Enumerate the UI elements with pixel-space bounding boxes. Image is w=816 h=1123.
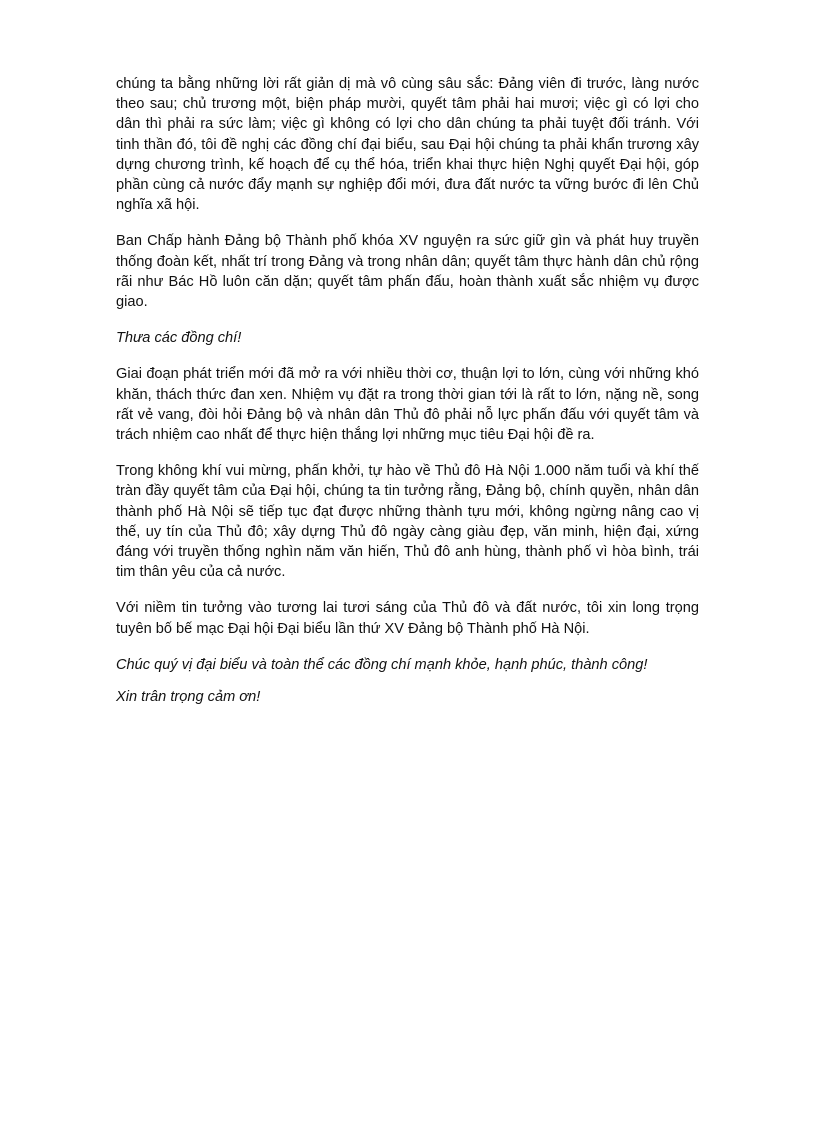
salutation: Thưa các đồng chí! bbox=[116, 330, 242, 347]
document-page bbox=[116, 74, 699, 723]
paragraph-closing-declaration: Với niềm tin tưởng vào tương lai tươi sáng của Thủ đô và đất nước, tôi xin long trọng tuyên bố bế mạc Đại hội Đại biểu lần thứ XV Đảng bộ Thành phố Hà Nội. bbox=[116, 600, 699, 637]
closing-wishes: Chúc quý vị đại biểu và toàn thể các đồng chí mạnh khỏe, hạnh phúc, thành công! bbox=[116, 656, 648, 673]
paragraph-closing-teaching: chúng ta bằng những lời rất giản dị mà vô cùng sâu sắc: Đảng viên đi trước, làng nước theo sau; chủ trương một, biện pháp mười, quyết tâm phải hai mươi; việc gì có lợi cho dân thì phải ra sức làm; việc gì không có lợi cho dân chúng ta phải tuyệt đối tránh. Với tinh thần đó, tôi đề nghị các đồng chí đại biểu, sau Đại hội chúng ta phải khẩn trương xây dựng chương trình, kế hoạch để cụ thể hóa, triển khai thực hiện Nghị quyết Đại hội, góp phần cùng cả nước đẩy mạnh sự nghiệp đổi mới, đưa đất nước ta vững bước đi lên Chủ nghĩa xã hội. bbox=[116, 76, 699, 214]
paragraph-executive-committee-pledge: Ban Chấp hành Đảng bộ Thành phố khóa XV nguyện ra sức giữ gìn và phát huy truyền thống đoàn kết, nhất trí trong Đảng và trong nhân dân; quyết tâm thực hành dân chủ rộng rãi như Bác Hồ luôn căn dặn; quyết tâm phấn đấu, hoàn thành xuất sắc nhiệm vụ được giao. bbox=[116, 233, 699, 311]
paragraph-thousand-year-capital: Trong không khí vui mừng, phấn khởi, tự hào về Thủ đô Hà Nội 1.000 năm tuổi và khí thế tràn đầy quyết tâm của Đại hội, chúng ta tin tưởng rằng, Đảng bộ, chính quyền, nhân dân thành phố Hà Nội sẽ tiếp tục đạt được những thành tựu mới, không ngừng nâng cao vị thế, uy tín của Thủ đô; xây dựng Thủ đô ngày càng giàu đẹp, văn minh, hiện đại, xứng đáng với truyền thống nghìn năm văn hiến, Thủ đô anh hùng, thành phố vì hòa bình, trái tim thân yêu của cả nước. bbox=[116, 463, 699, 581]
paragraph-new-development-stage: Giai đoạn phát triển mới đã mở ra với nhiều thời cơ, thuận lợi to lớn, cùng với những khó khăn, thách thức đan xen. Nhiệm vụ đặt ra trong thời gian tới là rất to lớn, nặng nề, song rất vẻ vang, đòi hỏi Đảng bộ và nhân dân Thủ đô phải nỗ lực phấn đấu với quyết tâm và trách nhiệm cao nhất để thực hiện thắng lợi những mục tiêu Đại hội đề ra. bbox=[116, 366, 699, 444]
closing-thanks: Xin trân trọng cảm ơn! bbox=[116, 689, 261, 706]
